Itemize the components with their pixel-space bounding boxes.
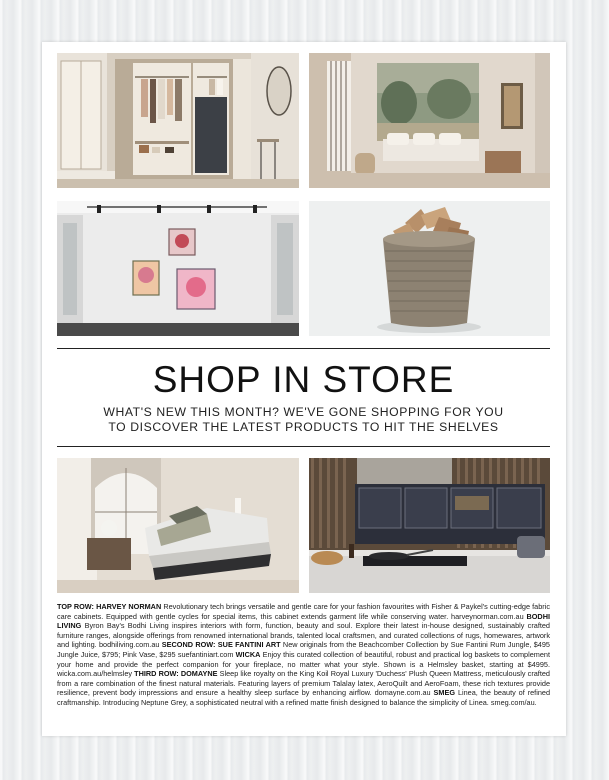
- caption-label-bodhi-living: BODHI LIVING: [57, 611, 550, 631]
- log-basket-photo: [309, 201, 550, 336]
- caption-text-bodhi-living: Byron Bay's Bodhi Living inspires interiors with form, function, beauty and soul. Explore their latest in-house designed, sustainably crafted furniture ranges, alongside offerings from renowned international brands, talented local craftsmen, and curated collections of rugs, homewares, artwork and lighting. bodhiliving.com.au: [57, 621, 550, 650]
- caption-text-wicka: Enjoy this curated collection of beautiful, robust and practical log baskets to complement your home and provide the perfect companion for your fireplace, no matter what your style. Shown is a Helmsley basket, starting at $4995. wicka.com.au/helmsley: [57, 649, 550, 679]
- subtitle-line-2: TO DISCOVER THE LATEST PRODUCTS TO HIT THE SHELVES: [108, 420, 499, 434]
- top-divider: [57, 348, 550, 349]
- living-room-photo: [309, 53, 550, 188]
- wardrobe-photo: [57, 53, 299, 188]
- product-captions: [57, 602, 550, 708]
- bottom-divider: [57, 446, 550, 447]
- caption-text-harvey-norman: Revolutionary tech brings versatile and gentle care for your fashion favourites with Fisher & Paykel's cutting-edge fabric care cabinets. Equipped with gentle cycles for special items, this cabinet extends garment life while conserving water. harveynorman.com.au: [57, 602, 551, 621]
- gallery-photo: [57, 201, 299, 336]
- caption-label-sue-fantini: SECOND ROW: SUE FANTINI ART: [161, 640, 281, 650]
- caption-label-domayne: THIRD ROW: DOMAYNE: [134, 669, 218, 679]
- caption-text-sue-fantini: New originals from the Beachcomber Collection by Sue Fantini Rum Jungle, $495 Jungle Juice, $795; Pink Vase, $295 suefantiniart.com: [57, 640, 550, 659]
- magazine-page: [42, 42, 566, 736]
- page-title: SHOP IN STORE: [152, 359, 455, 400]
- adjustable-bed-photo: [57, 458, 299, 593]
- caption-label-wicka: WICKA: [235, 649, 261, 659]
- caption-text-domayne: Sleep like royalty on the King Koil Royal Luxury 'Duchess' Plush Queen Mattress, meticulously crafted from a rare combination of the finest natural materials. Featuring layers of premium Talalay latex, AeroQuilt and AeroFoam, these rich textures provide resilience, prevent body impressions and ensure a healthy sleep surface by enhancing airflow. domayne.com.au: [57, 669, 550, 698]
- caption-label-harvey-norman: TOP ROW: HARVEY NORMAN: [57, 602, 162, 611]
- subtitle-line-1: WHAT'S NEW THIS MONTH? WE'VE GONE SHOPPING FOR YOU: [103, 405, 504, 419]
- kitchen-ovens-photo: [309, 458, 550, 593]
- caption-label-smeg: SMEG: [433, 688, 456, 698]
- caption-text-smeg: Linea, the beauty of refined craftmanship. Introducing Neptune Grey, a sophisticated neutral with a refined matte finish designed to balance the simplicity of Linea. smeg.com/au.: [57, 688, 551, 707]
